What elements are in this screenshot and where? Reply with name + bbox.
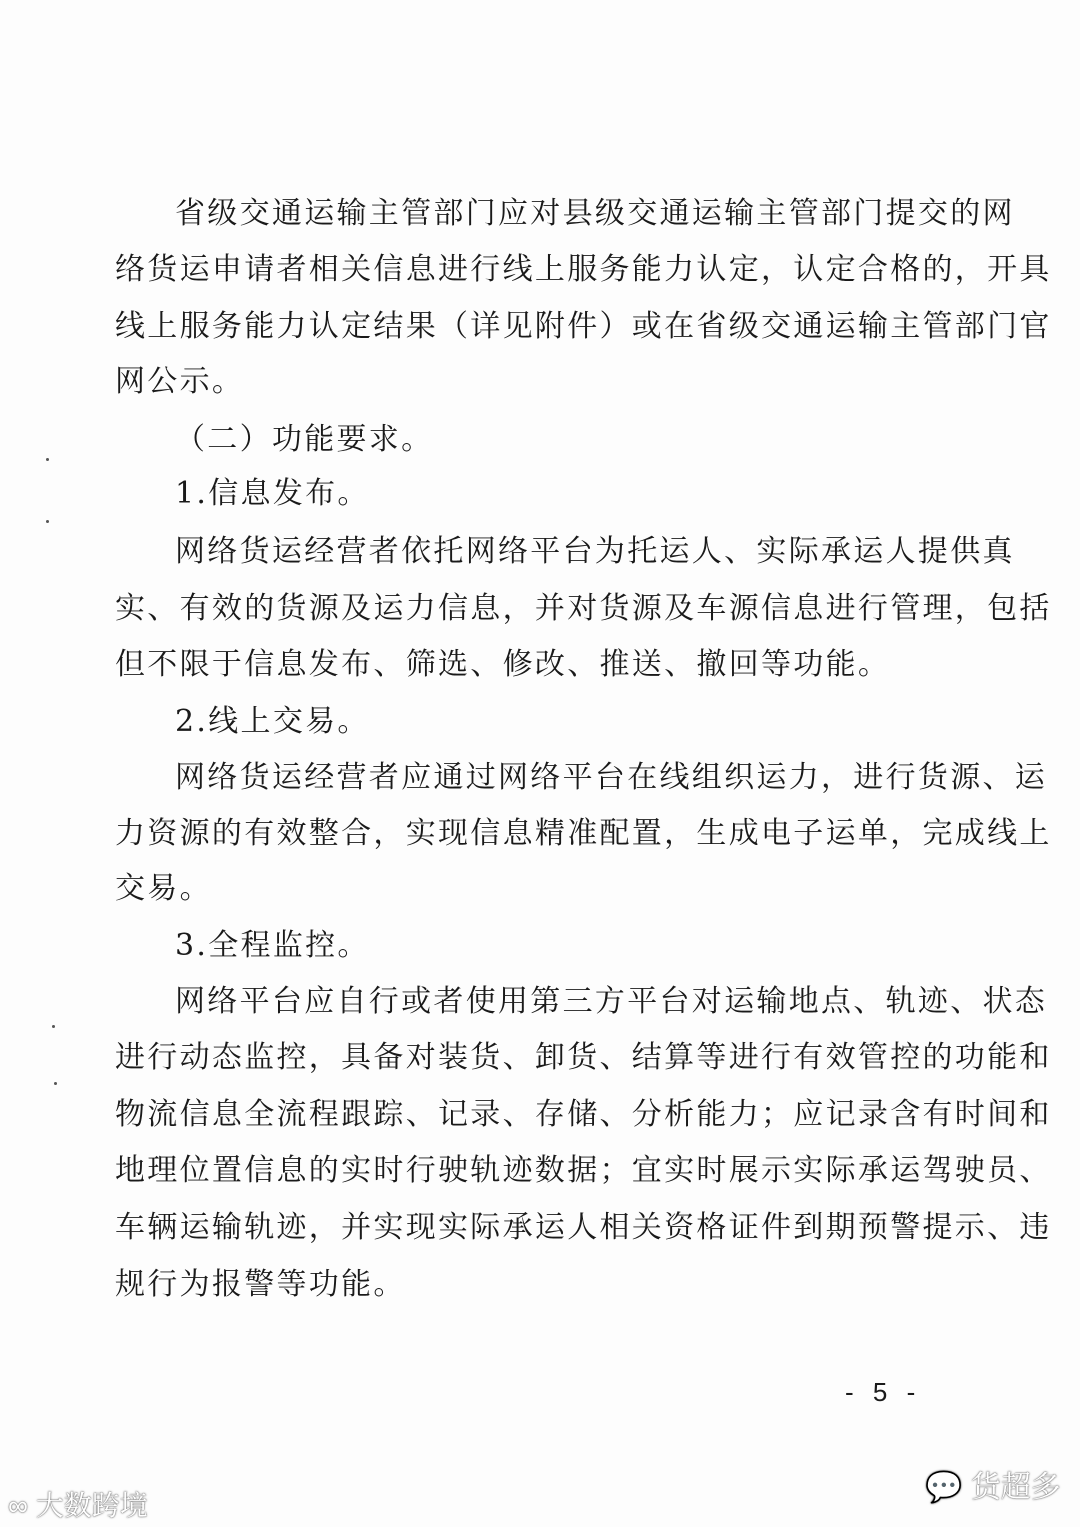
- text-line: 力资源的有效整合，实现信息精准配置，生成电子运单，完成线上: [115, 816, 1052, 851]
- text-line: 地理位置信息的实时行驶轨迹数据；宜实时展示实际承运驾驶员、: [115, 1153, 1052, 1188]
- scan-speck: [52, 1025, 55, 1028]
- text-line: 网络货运经营者应通过网络平台在线组织运力，进行货源、运: [175, 760, 1048, 795]
- text-line: 交易。: [115, 871, 212, 906]
- scan-speck: [54, 1082, 57, 1085]
- section-heading: （二）功能要求。: [175, 422, 434, 457]
- text-line: 车辆运输轨迹，并实现实际承运人相关资格证件到期预警提示、违: [115, 1210, 1052, 1245]
- subsection-heading: 2.线上交易。: [175, 704, 370, 739]
- text-line: 进行动态监控，具备对装货、卸货、结算等进行有效管控的功能和: [115, 1040, 1052, 1075]
- text-line: 线上服务能力认定结果（详见附件）或在省级交通运输主管部门官: [115, 309, 1052, 344]
- text-line: 网公示。: [115, 364, 245, 399]
- scan-speck: [46, 520, 49, 523]
- text-line: 网络货运经营者依托网络平台为托运人、实际承运人提供真: [175, 534, 1015, 569]
- watermark-left: [8, 1484, 148, 1524]
- text-line: 物流信息全流程跟踪、记录、存储、分析能力；应记录含有时间和: [115, 1097, 1052, 1132]
- watermark-left-text: 大数跨境: [35, 1490, 148, 1521]
- watermark-right: [925, 1462, 1061, 1506]
- text-line: 网络平台应自行或者使用第三方平台对运输地点、轨迹、状态: [175, 984, 1048, 1019]
- text-line: 但不限于信息发布、筛选、修改、推送、撤回等功能。: [115, 647, 891, 682]
- weibo-logo-icon: ∞: [8, 1490, 28, 1521]
- subsection-heading: 1.信息发布。: [175, 476, 370, 511]
- watermark-right-text: 货超多: [970, 1471, 1061, 1504]
- subsection-heading: 3.全程监控。: [175, 928, 370, 963]
- text-line: 络货运申请者相关信息进行线上服务能力认定，认定合格的，开具: [115, 252, 1052, 287]
- page-number: - 5 -: [845, 1377, 922, 1407]
- text-line: 实、有效的货源及运力信息，并对货源及车源信息进行管理，包括: [115, 591, 1052, 626]
- wechat-logo-icon: 💬: [925, 1471, 963, 1504]
- text-line: 规行为报警等功能。: [115, 1267, 406, 1302]
- text-line: 省级交通运输主管部门应对县级交通运输主管部门提交的网: [175, 196, 1015, 231]
- scan-speck: [46, 458, 49, 461]
